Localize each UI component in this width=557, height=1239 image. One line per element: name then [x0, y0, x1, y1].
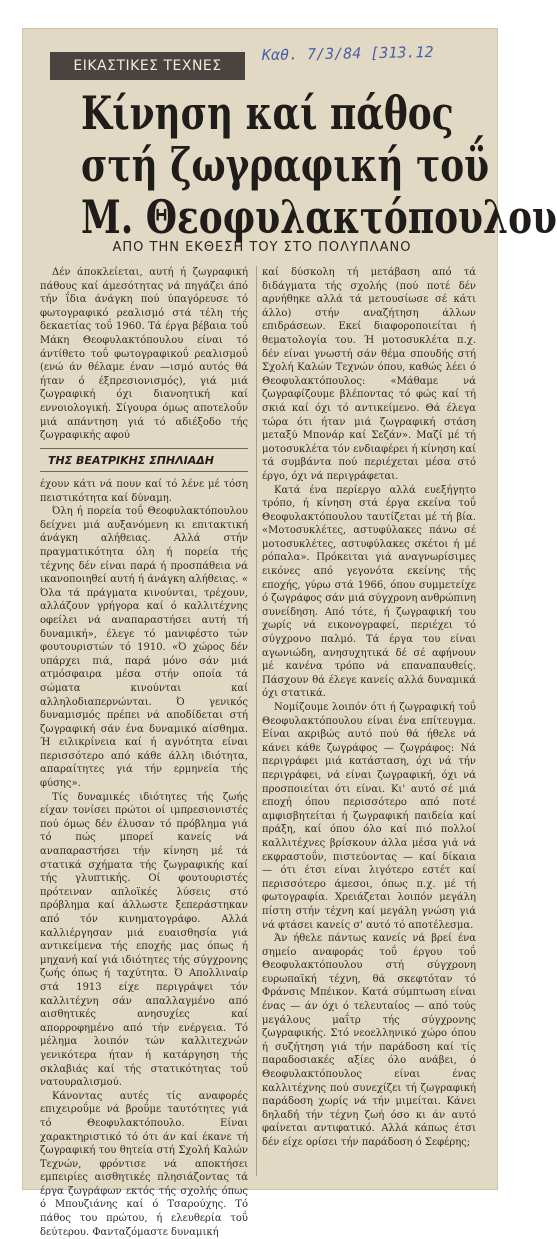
- headline-line-1: Κίνηση καί πάθος: [81, 86, 454, 140]
- paragraph: Κάνοντας αυτές τίς αναφορές επιχειροΰμε νά βροΰμε ταυτότητες γιά τό Θεοφυλακτόπουλο. Είναι χαρακτηριστικό τό ότι άν καί έκανε τή ζωγραφική του θητεία στή Σχολή Καλών Τεχνών, φρόντισε νά αποκτήσει εμπειρίες αισθητικές πλησιάζοντας τά έργα ζωγράφων εκτός τής σχολής όπως ό Μπουζιάνης καί ό Τσαρούχης. Τό πάθος του πρώτου, ή ελευθερία τοΰ δεύτερου. Φανταζόμαστε δυναμική: [40, 1090, 248, 1238]
- headline-line-2: στή ζωγραφική τοΰ: [81, 138, 490, 192]
- article-column-1-bottom: [40, 478, 248, 1238]
- byline-rule-bottom: [40, 471, 248, 472]
- paragraph: Όλη ή πορεία τοΰ Θεοφυλακτόπουλου δείχνει μιά αυξανόμενη κι επιτακτική άνάγκη αλήθειας. Αλλά στήν πραγματικότητα όλη ή πορεία τής τέχνης δέν είναι παρά ή προσπάθεια νά ικανοποιηθεί αυτή ή άνάγκη αλήθειας. « Όλα τά πράγματα κινούνται, τρέχουν, αλλάζουν γρήγορα καί ό καλλιτέχνης οφείλει νά αναπαραστήσει αυτή τή δυναμική», έλεγε τό μανιφέστο τών φουτουριστών τό 1910. «Ό χώρος δέν υπάρχει πιά, παρά μόνο σάν μιά ατμόσφαιρα μέσα στήν οποία τά σώματα κινούνται καί αλληλοδιαπερνώνται. Ό γενικός δυναμισμός πρέπει νά αποδίδεται στή ζωγραφική σάν ένα δυναμικό αίσθημα. Ή ειλικρίνεια καί ή αγνότητα είναι περισσότερο από κάθε άλλη ιδιότητα, απαραίτητες γιά τήν ερμηνεία τής φύσης».: [40, 506, 248, 790]
- paragraph: Νομίζουμε λοιπόν ότι ή ζωγραφική τοΰ Θεοφυλακτόπουλου είναι ένα επίτευγμα. Είναι ακριβώς αυτό πού θά ήθελε νά κάνει κάθε ζωγράφος — ζωγράφος: Νά περιγράφει μιά κατάσταση, όχι νά τήν περιγράφει, νά είναι ζωγραφική, όχι νά προσποιείται ότι είναι. Κι' αυτό σέ μιά εποχή όπου περισσότερο από ποτέ αμφισβητείται ή ζωγραφική παιδεία καί πράξη, καί όπου όλο καί πιό πολλοί καλλιτέχνες βρίσκουν άλλα μέσα γιά νά εκφραστοΰν, πιστεύοντας — καί δίκαια — ότι έτσι είναι λιγότερο εστέτ καί περισσότερο άμεσοι, όπως π.χ. μέ τή φωτογραφία. Χρειάζεται λοιπόν μεγάλη πίστη στήν τέχνη καί μεγάλη γνώση γιά νά φτάσει κανείς σ' αυτό τό αποτέλεσμα.: [262, 702, 476, 931]
- byline-rule-top: [40, 448, 248, 449]
- handwritten-date-note: Καθ. 7/3/84 [313.12: [261, 43, 434, 65]
- column-divider: [256, 266, 257, 1176]
- paragraph: Τίς δυναμικές ιδιότητες τής ζωής είχαν τονίσει πρώτοι οί ιμπρεσιονιστές πού όμως δέν έλυσαν τό πρόβλημα γιά τό πώς μπορεί κανείς νά αναπαραστήσει τήν κίνηση μέ τά στατικά σχήματα τής ζωγραφικής καί τής γλυπτικής. Οί φουτουριστές πρότειναν απλοϊκές λύσεις στό πρόβλημα καί άλλωστε ξεπεράστηκαν από τόν κινηματογράφο. Αλλά καλλιέργησαν μιά ευαισθησία γιά αντικείμενα τής εποχής μας όπως ή μηχανή καί γιά ιδιότητες τής σύγχρονης ζωής όπως ή ταχύτητα. Ό Απολλιναίρ στά 1913 είχε περιγράψει τόν καλλιτέχνη σάν απαλλαγμένο από αισθητικές ανησυχίες καί απορροφημένο από τήν ενέργεια. Τό μέλημα λοιπόν τών καλλιτεχνών γενικότερα ήταν ή κατάργηση τής σκλαβιάς καί τής στατικότητας τοΰ νατουραλισμού.: [40, 791, 248, 1089]
- paragraph: Κατά ένα περίεργο αλλά ευεξήγητο τρόπο, ή κίνηση στά έργα εκείνα τοΰ Θεοφυλακτόπουλου ταυτίζεται μέ τή βία. «Μοτοσυκλέτες, αστυφύλακες πάνω σέ μοτοσυκλέτες, αστυφύλακες σκέτοι ή μέ ρόπαλα». Πρόκειται γιά αναγνωρίσιμες εικόνες από γεγονότα εκείνης τής εποχής, γύρω στά 1966, όπου συμμετείχε ό ζωγράφος σάν μιά σύγχρονη ανθρώπινη συνείδηση. Από τότε, ή ζωγραφική του χωρίς νά εικονογραφεί, περιέχει τό σύγχρονο παλμό. Τά έργα του είναι αγωνιώδη, ανησυχητικά δέ σέ αφήνουν μέ κανένα τρόπο νά επαναπαυθείς. Πάσχουν θά έλεγε κανείς αλλά δυναμικά όχι στατικά.: [262, 484, 476, 700]
- section-rubric: ΕΙΚΑΣΤΙΚΕΣ ΤΕΧΝΕΣ: [50, 52, 245, 80]
- paragraph: έχουν κάτι νά πουν καί τό λένε μέ τόση πειστικότητα καί δύναμη.: [40, 479, 248, 504]
- byline: ΤΗΣ ΒΕΑΤΡΙΚΗΣ ΣΠΗΛΙΑΔΗ: [48, 454, 214, 467]
- article-column-1-top: [40, 266, 248, 446]
- headline-line-3: Μ. Θεοφυλακτόπουλου: [81, 190, 557, 244]
- paragraph: Άν ήθελε πάντως κανείς νά βρεί ένα σημείο αναφοράς τοΰ έργου τοΰ Θεοφυλακτόπουλου στή σύγχρονη ευρωπαϊκή τέχνη, θά σκεφτόταν τό Φράνσις Μπέικον. Κατά σύμπτωση είναι ένας — άν όχι ό τελευταίος — από τούς μεγάλους μαΐτρ τής σύγχρονης ζωγραφικής. Στό νεοελληνικό χώρο όπου ή συζήτηση γιά τήν παράδοση καί τίς παραδοσιακές αξίες όλο ανάβει, ό Θεοφυλακτόπουλος είναι ένας καλλιτέχνης πού συνεχίζει τή ζωγραφική παράδοση χωρίς νά τήν μιμείται. Κάνει δηλαδή τήν τέχνη ζωή όσο κι άν αυτό φαίνεται αντιφατικό. Αλλά κάπως έτσι δέν είχε ορίσει τήν παράδοση ό Σεφέρης;: [262, 933, 476, 1148]
- paragraph: καί δύσκολη τή μετάβαση από τά διδάγματα τής σχολής (πού ποτέ δέν αρνήθηκε αλλά τά μετουσίωσε σέ κάτι άλλο) στήν αναζήτηση άλλων επιδράσεων. Εκεί διαφοροποιείται ή θεματολογία του. Ή μοτοσυκλέτα π.χ. δέν είναι γνωστή σάν θέμα σπουδής στή Σχολή Καλών Τεχνών όπου, καθώς λέει ό Θεοφυλακτόπουλος: «Μάθαμε νά ζωγραφίζουμε βλέποντας τό φώς καί τή σκιά καί όχι τό αντικείμενο. Θά έλεγα τώρα ότι ήταν μιά ζωγραφική στάση μεταξύ Μπονάρ καί Σεζάν». Μαζί μέ τή μοτοσυκλέτα τόν ενδιαφέρει ή κίνηση καί τά συμβάντα πού περιέχεται μέσα στό έργο, όχι νά περιγράφεται.: [262, 267, 476, 482]
- subheadline: ΑΠΟ ΤΗΝ ΕΚΘΕΣΗ ΤΟΥ ΣΤΟ ΠΟΛΥΠΛΑΝΟ: [112, 240, 412, 255]
- paragraph: Δέν άποκλείεται, αυτή ή ζωγραφική πάθους καί άμεσότητας νά πηγάζει άπό τήν ΐδια άνάγκη πού ύπαγόρευσε τό φωτογραφικό ρεαλισμό στά τέλη τής δεκαετίας τοΰ 1960. Τά έργα βέβαια τοΰ Μάκη Θεοφυλακτόπουλου είναι τό άντίθετο τοΰ φωτογραφικοΰ ρεαλισμοΰ (ενώ άν θέλαμε έναν —ισμό αυτός θά ήταν ό έξπρεσιονισμός), γιά μιά ζωγραφική όχι διανοητική καί εννοιολογική. Σίγουρα όμως αποτελοΰν μιά απάντηση γιά τό αδιέξοδο τής ζωγραφικής αφού: [40, 267, 248, 442]
- article-column-2: [262, 266, 476, 1178]
